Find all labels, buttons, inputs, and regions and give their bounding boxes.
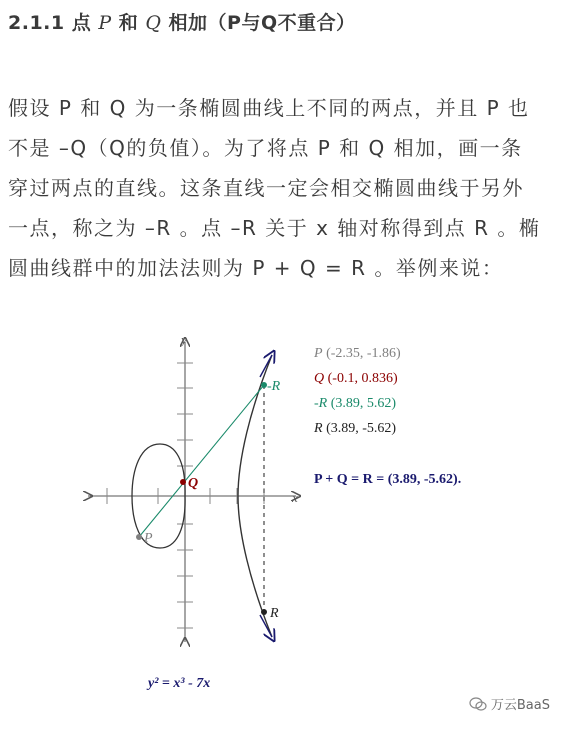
point-q-label: Q xyxy=(188,476,199,491)
legend-neg-r: -R (3.89, 5.62) xyxy=(314,396,397,411)
paragraph xyxy=(8,88,556,288)
watermark xyxy=(469,694,550,713)
watermark-text: 万云BaaS xyxy=(490,698,550,713)
paragraph-line: 假设 P 和 Q 为一条椭圆曲线上不同的两点，并且 P 也 xyxy=(8,96,530,120)
paragraph-line: 圆曲线群中的加法法则为 P + Q = R 。举例来说： xyxy=(8,256,504,280)
point-r-label: R xyxy=(270,606,279,621)
point-p-marker xyxy=(136,534,142,540)
legend-r: R (3.89, -5.62) xyxy=(314,421,397,436)
heading-mid: 和 xyxy=(111,12,146,34)
heading-prefix: 2.1.1 点 xyxy=(8,12,99,34)
x-axis-label: x xyxy=(292,490,298,505)
y-axis-label: y xyxy=(181,332,187,347)
wechat-icon xyxy=(469,697,487,711)
section-heading xyxy=(8,8,356,35)
elliptic-curve-figure xyxy=(0,330,562,729)
paragraph-line: 一点，称之为 –R 。点 –R 关于 x 轴对称得到点 R 。椭 xyxy=(8,216,541,240)
secant-line xyxy=(139,385,264,537)
point-p-label: P xyxy=(144,531,153,546)
legend-p: P (-2.35, -1.86) xyxy=(314,346,401,361)
heading-suffix: 相加（P与Q不重合） xyxy=(161,12,356,34)
paragraph-line: 不是 –Q（Q的负值）。为了将点 P 和 Q 相加，画一条 xyxy=(8,136,523,160)
paragraph-line: 穿过两点的直线。这条直线一定会相交椭圆曲线于另外 xyxy=(8,176,524,200)
legend-q: Q (-0.1, 0.836) xyxy=(314,371,398,386)
curve-diagram xyxy=(0,330,562,729)
heading-q-var: Q xyxy=(145,12,162,34)
point-r-marker xyxy=(261,609,267,615)
sum-equation: P + Q = R = (3.89, -5.62). xyxy=(314,472,462,487)
curve-equation: y² = x³ - 7x xyxy=(148,676,211,691)
point-neg-r-label: -R xyxy=(267,379,281,394)
point-q-marker xyxy=(180,479,186,485)
heading-p-var: P xyxy=(98,12,112,34)
